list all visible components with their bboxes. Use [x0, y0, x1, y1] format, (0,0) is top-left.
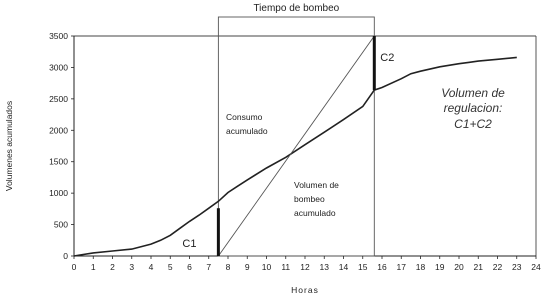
- y-tick-label: 1000: [49, 188, 68, 199]
- annotation-regulacion-line-2: regulacion:: [443, 101, 503, 115]
- x-tick-label: 8: [225, 262, 231, 272]
- x-tick-label: 22: [492, 262, 503, 272]
- series-layer: [74, 36, 517, 256]
- annotation-regulacion: [441, 86, 505, 131]
- x-tick-label: 19: [435, 262, 445, 272]
- annotation-bombeo: [294, 180, 339, 218]
- y-tick-label: 500: [53, 219, 68, 230]
- annotation-bombeo-line-1: Volumen de: [294, 180, 339, 190]
- x-tick-label: 10: [261, 262, 272, 272]
- x-tick-label: 17: [396, 262, 406, 272]
- pumping-window-bracket: [218, 17, 374, 256]
- plot-frame-group: [74, 36, 536, 256]
- bar-label-c2: C2: [380, 52, 395, 64]
- annotation-consumo: [226, 112, 268, 136]
- pumping-window-label: Tiempo de bombeo: [253, 3, 340, 14]
- annotation-consumo-line-2: acumulado: [226, 126, 268, 136]
- x-tick-label: 15: [358, 262, 368, 272]
- annotation-consumo-line-1: Consumo: [226, 112, 263, 122]
- x-axis-title: Horas: [291, 285, 319, 295]
- annotation-regulacion-line-1: Volumen de: [441, 86, 505, 100]
- x-tick-label: 6: [187, 262, 192, 272]
- annotation-regulacion-line-3: C1+C2: [454, 117, 492, 131]
- x-tick-label: 7: [206, 262, 212, 272]
- x-tick-label: 0: [71, 262, 77, 272]
- x-tick-label: 12: [300, 262, 310, 272]
- x-tick-label: 1: [90, 262, 96, 272]
- x-tick-label: 14: [338, 262, 349, 272]
- x-tick-label: 21: [473, 262, 483, 272]
- annotation-bombeo-line-3: acumulado: [294, 208, 336, 218]
- x-tick-label: 5: [167, 262, 173, 272]
- x-tick-label: 23: [512, 262, 522, 272]
- y-tick-label: 2500: [49, 93, 68, 104]
- x-tick-label: 20: [454, 262, 464, 272]
- y-axis-title: Volumenes acumulados: [4, 100, 14, 192]
- x-tick-label: 4: [148, 262, 154, 272]
- y-tick-label: 3000: [49, 62, 68, 73]
- x-tick-label: 24: [531, 262, 541, 272]
- y-tick-label: 0: [63, 251, 68, 261]
- y-tick-label: 3500: [49, 31, 68, 41]
- series-bombeo-line: [218, 36, 374, 256]
- bar-layer: [182, 36, 394, 256]
- x-tick-label: 13: [319, 262, 329, 272]
- y-tick-label: 1500: [49, 156, 68, 167]
- x-tick-label: 3: [129, 262, 135, 272]
- x-tick-label: 2: [110, 262, 115, 272]
- bar-label-c1: C1: [182, 238, 197, 250]
- x-tick-label: 9: [244, 262, 250, 272]
- x-tick-label: 16: [377, 262, 387, 272]
- x-axis-ticks: [72, 256, 541, 272]
- y-axis-ticks: [49, 31, 74, 261]
- y-tick-label: 2000: [49, 125, 68, 136]
- x-tick-label: 11: [281, 262, 291, 272]
- annotation-bombeo-line-2: bombeo: [294, 194, 325, 204]
- x-tick-label: 18: [415, 262, 426, 272]
